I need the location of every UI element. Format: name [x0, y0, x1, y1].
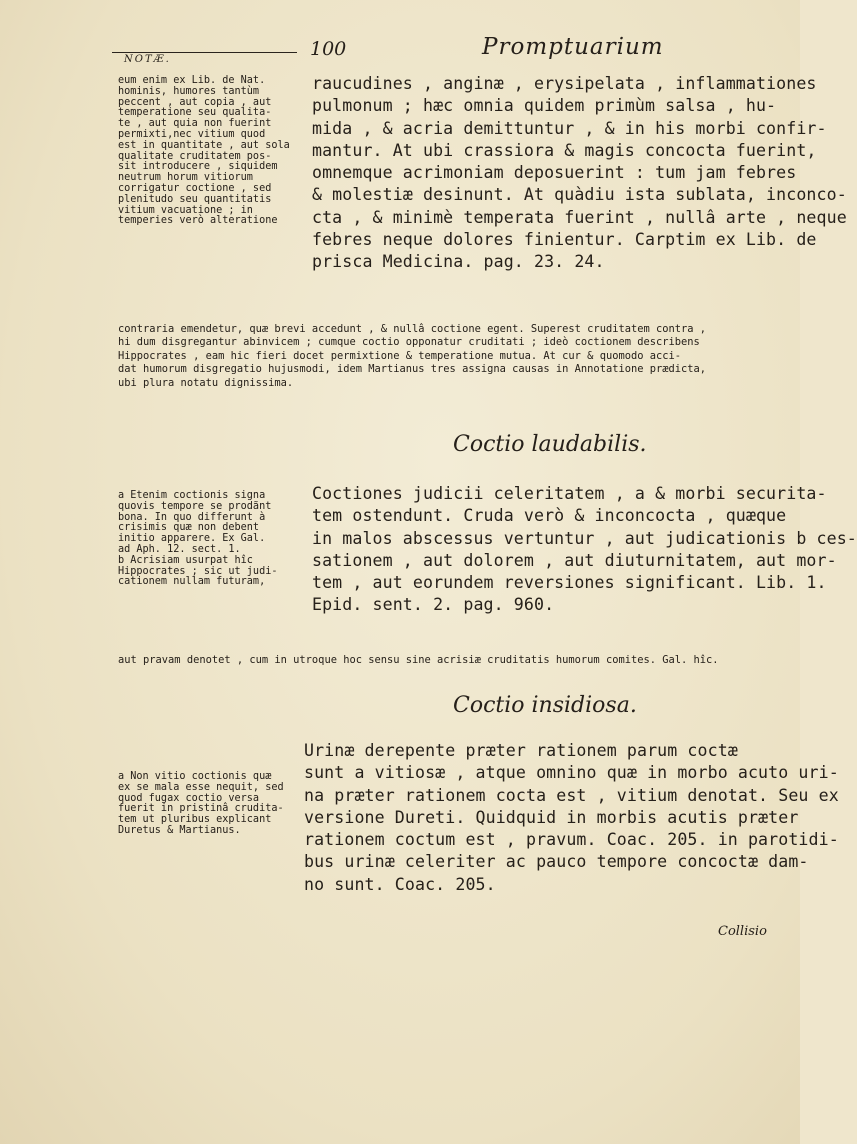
marginal-notes-section1: a Etenim coctionis signa quovis tempore se prodãnt bona. In quo differunt à crisimis quæ non debent initio apparere. Ex Gal. ad Aph. 12. sect. 1. b Acrisiam usurpat hîc Hippocrates ; sic ut judi- cationem nullam futuram, [118, 490, 278, 588]
main-text-section1: Coctiones judicii celeritatem , a & morbi securita- tem ostendunt. Cruda verò & inconcocta , quæque in malos abscessus vertuntur , aut judicationis b ces- sationem , aut dolorem , aut diuturnitatem, aut mor- tem , aut eorundem reversiones significant. Lib. 1. Epid. sent. 2. pag. 960. [312, 484, 857, 615]
page-header [112, 34, 772, 66]
catchword: Collisio [718, 924, 767, 939]
section-heading-coctio-laudabilis: Coctio laudabilis. [453, 432, 647, 457]
main-text-block1: raucudines , anginæ , erysipelata , inflammationes pulmonum ; hæc omnia quidem primùm salsa , hu- mida , & acria demittuntur , & in his morbi confir- mantur. At ubi crassiora & magis concocta fuerint, omnemque acrimoniam deposuerint : tum jam febres & molestiæ desinunt. At quàdiu ista sublata, inconco- cta , & minimè temperata fuerint , nullâ arte , neque febres neque dolores finientur. Carptim ex Lib. de prisca Medicina. pag. 23. 24. [312, 74, 847, 272]
marginal-notes-section2: a Non vitio coctionis quæ ex se mala esse nequit, sed quod fugax coctio versa fuerit in pristinâ crudita- tem ut pluribus explicant Duretus & Martianus. [118, 771, 284, 836]
note-continuation-block1: contraria emendetur, quæ brevi accedunt , & nullâ coctione egent. Superest cruditatem contra , hi dum disgregantur abinvicem ; cumque coctio opponatur cruditati ; ideò coctionem describens Hippocrates , eam hic fieri docet permixtione & temperatione mutua. At cur & quomodo acci- dat humorum disgregatio hujusmodi, idem Martianus tres assigna causas in Annotatione prædicta, ubi plura notatu dignissima. [118, 323, 707, 389]
header-rule [112, 52, 297, 53]
notae-label: NOTÆ. [124, 54, 171, 65]
page-number: 100 [310, 38, 347, 60]
note-continuation-section1: aut pravam denotet , cum in utroque hoc sensu sine acrisiæ cruditatis humorum comites. Gal. hîc. [118, 654, 719, 666]
main-text-section2: Urinæ derepente præter rationem parum coctæ sunt a vitiosæ , atque omnino quæ in morbo acuto uri- na præter rationem cocta est , vitium denotat. Seu ex versione Dureti. Quidquid in morbis acutis præter rationem coctum est , pravum. Coac. 205. in parotidi- bus urinæ celeriter ac pauco tempore concoctæ dam- no sunt. Coac. 205. [304, 741, 839, 894]
section-heading-coctio-insidiosa: Coctio insidiosa. [453, 693, 637, 718]
marginal-notes-block1: eum enim ex Lib. de Nat. hominis, humores tantùm peccent , aut copia , aut temperatione seu qualita- te , aut quia non fuerint permixti,nec vitium quod est in quantitate , aut sola qualitate cruditatem pos- sit introducere , siquidem neutrum horum vitiorum corrigatur coctione , sed plenitudo seu quantitatis vitium vacuatione ; in temperies verò alteratione [118, 75, 290, 227]
running-title: Promptuarium [482, 34, 664, 60]
